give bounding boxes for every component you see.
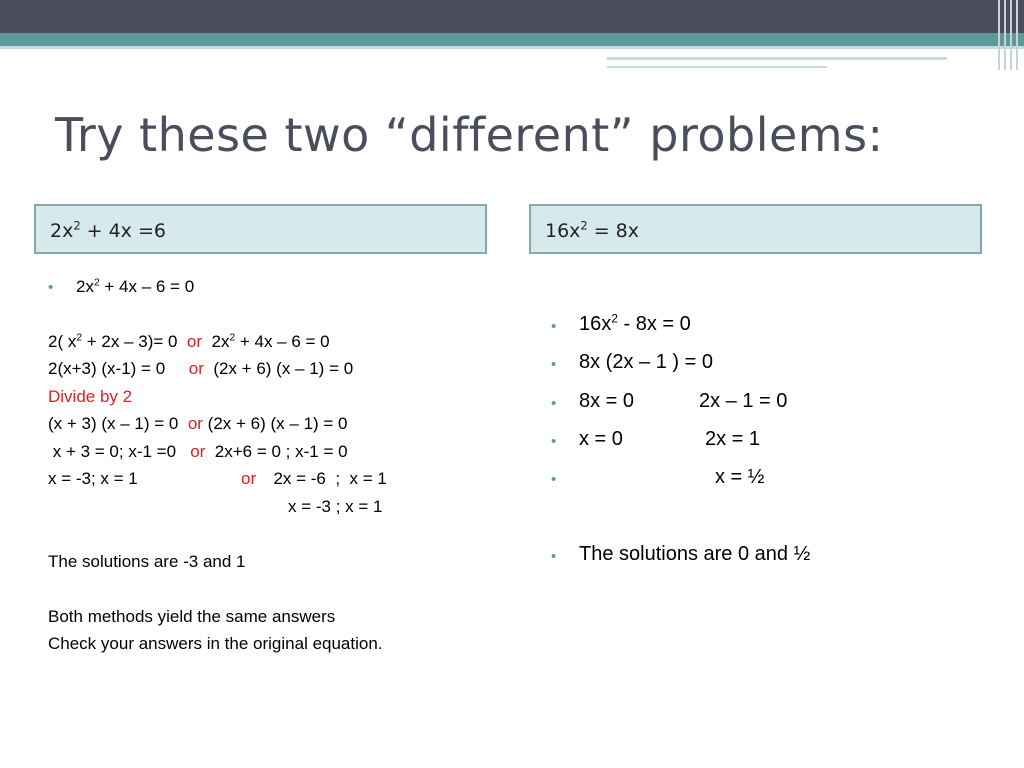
- left-bullet-line: $2x^2 + 4x - 6 = 0$: [76, 277, 195, 296]
- left-line-10: Check your answers in the original equation.: [48, 634, 383, 653]
- right-bullet-1: $16x^2 - 8x = 0$: [579, 311, 691, 335]
- left-line-2: 2(x+3) (x-1) = 0 or (2x + 6) (x – 1) = 0: [48, 359, 354, 378]
- slide-title: Try these two “different” problems:: [55, 108, 884, 162]
- bullet: •: [551, 471, 557, 488]
- right-bullet-6: The solutions are 0 and ½: [579, 543, 811, 565]
- light-stripe: [607, 66, 827, 68]
- left-line-7: x = -3 ; x = 1: [288, 497, 383, 516]
- bullet: •: [48, 279, 54, 296]
- bullet: •: [551, 318, 557, 335]
- right-bullet-5: x = ½: [715, 466, 765, 488]
- right-bullet-4: x = 0 2x = 1: [579, 428, 761, 450]
- right-bullet-2: 8x (2x – 1 ) = 0: [579, 351, 713, 373]
- left-line-1: 2( $x^2 + 2x - 3)= 0$ or $2x^2 + 4x - 6 = 0$: [48, 332, 330, 351]
- bullet: •: [551, 395, 557, 412]
- left-line-4: (x + 3) (x – 1) = 0 or (2x + 6) (x – 1) = 0: [48, 414, 348, 433]
- corner-decoration: [994, 0, 1024, 70]
- light-stripe: [0, 46, 1024, 49]
- right-bullet-3: 8x = 0 2x – 1 = 0: [579, 390, 788, 412]
- left-line-5: x + 3 = 0; x-1 =0 or 2x+6 = 0 ; x-1 = 0: [48, 442, 348, 461]
- bullet: •: [551, 433, 557, 450]
- right-header: $16x^2 = 8x$: [529, 204, 982, 254]
- top-bar: [0, 0, 1024, 33]
- left-line-9: Both methods yield the same answers: [48, 607, 336, 626]
- bullet: •: [551, 548, 557, 565]
- left-header: $2x^2 + 4x =6$: [34, 204, 487, 254]
- left-line-8: The solutions are -3 and 1: [48, 552, 246, 571]
- left-line-3: Divide by 2: [48, 387, 133, 406]
- bullet: •: [551, 356, 557, 373]
- teal-stripe: [0, 33, 1024, 46]
- light-stripe: [607, 57, 947, 60]
- left-line-6: x = -3; x = 1 or 2x = -6 ; x = 1: [48, 469, 387, 488]
